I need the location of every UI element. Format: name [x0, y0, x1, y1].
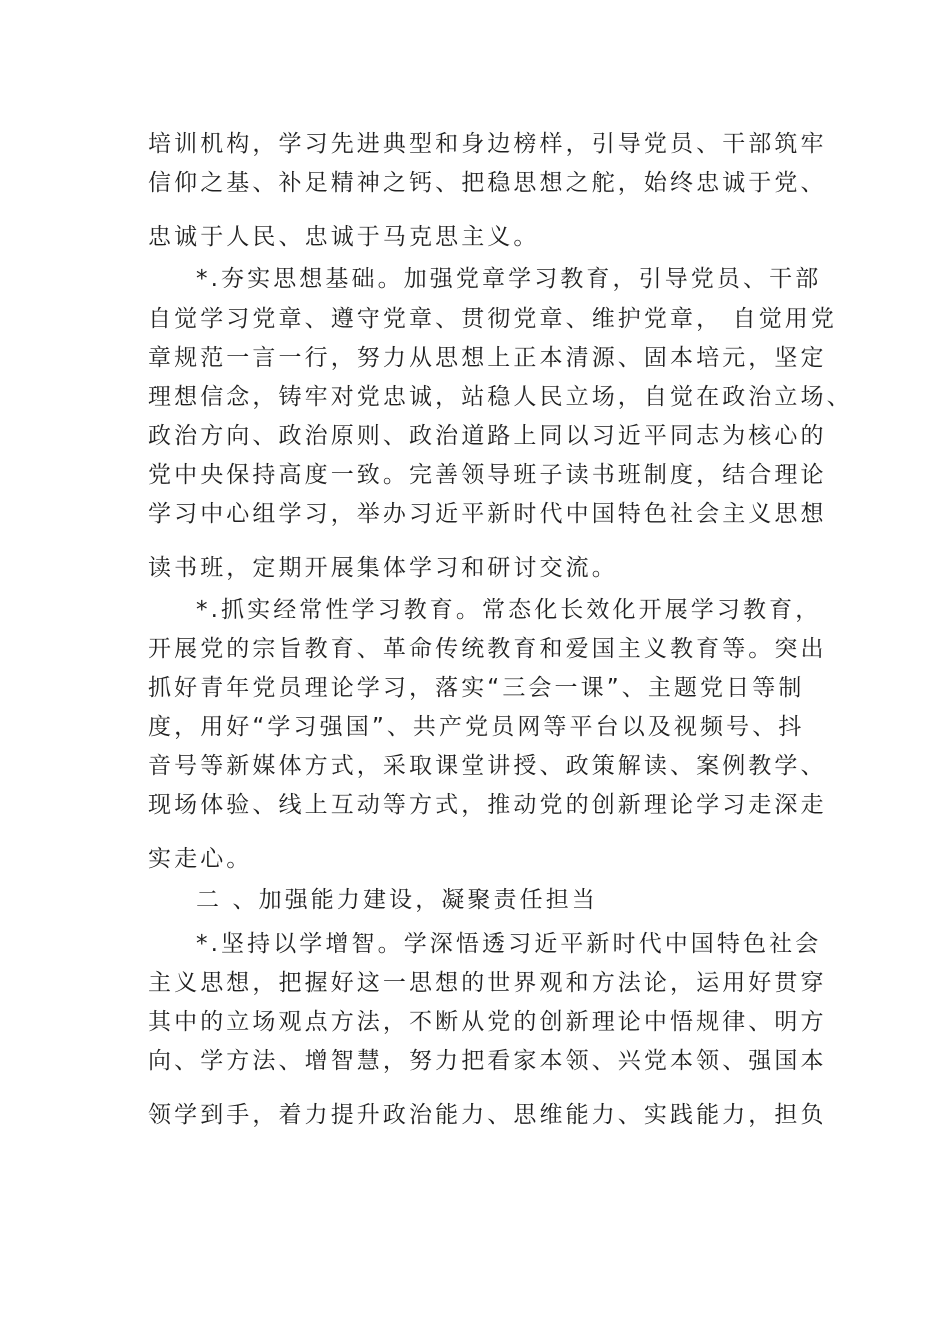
body-text-line: 现场体验、线上互动等方式，推动党的创新理论学习走深走 — [148, 792, 827, 818]
body-text-line: 章规范一言一行，努力从思想上正本清源、固本培元，坚定 — [148, 345, 827, 371]
body-text-line: 读书班，定期开展集体学习和研讨交流。 — [148, 555, 618, 581]
body-text-line: 政治方向、政治原则、政治道路上同以习近平同志为核心的 — [148, 423, 827, 449]
body-text-line: 理想信念，铸牢对党忠诚，站稳人民立场，自觉在政治立场、 — [148, 384, 853, 410]
section-heading: 二 、加强能力建设，凝聚责任担当 — [196, 887, 598, 913]
paragraph-first-line: *.夯实思想基础。加强党章学习教育，引导党员、干部 — [196, 266, 822, 292]
body-text-line: 度，用好“学习强国”、共产党员网等平台以及视频号、抖 — [148, 714, 805, 740]
body-text-line: 实走心。 — [148, 846, 253, 872]
paragraph-first-line: *.抓实经常性学习教育。常态化长效化开展学习教育， — [196, 597, 822, 623]
body-text-line: 向、学方法、增智慧，努力把看家本领、兴党本领、强国本 — [148, 1048, 827, 1074]
body-text-line: 党中央保持高度一致。完善领导班子读书班制度，结合理论 — [148, 462, 827, 488]
body-text-line: 音号等新媒体方式，采取课堂讲授、政策解读、案例教学、 — [148, 753, 827, 779]
body-text-line: 培训机构，学习先进典型和身边榜样，引导党员、干部筑牢 — [148, 131, 827, 157]
body-text-line: 自觉学习党章、遵守党章、贯彻党章、维护党章， 自觉用党 — [148, 306, 838, 332]
paragraph-first-line: *.坚持以学增智。学深悟透习近平新时代中国特色社会 — [196, 931, 822, 957]
body-text-line: 其中的立场观点方法，不断从党的创新理论中悟规律、明方 — [148, 1009, 827, 1035]
body-text-line: 信仰之基、补足精神之钙、把稳思想之舵，始终忠诚于党、 — [148, 170, 827, 196]
body-text-line: 主义思想，把握好这一思想的世界观和方法论，运用好贯穿 — [148, 970, 827, 996]
body-text-line: 领学到手，着力提升政治能力、思维能力、实践能力，担负 — [148, 1102, 827, 1128]
body-text-line: 开展党的宗旨教育、革命传统教育和爱国主义教育等。突出 — [148, 636, 827, 662]
body-text-line: 抓好青年党员理论学习，落实“三会一课”、主题党日等制 — [148, 675, 805, 701]
body-text-line: 忠诚于人民、忠诚于马克思主义。 — [148, 224, 540, 250]
body-text-line: 学习中心组学习，举办习近平新时代中国特色社会主义思想 — [148, 501, 827, 527]
